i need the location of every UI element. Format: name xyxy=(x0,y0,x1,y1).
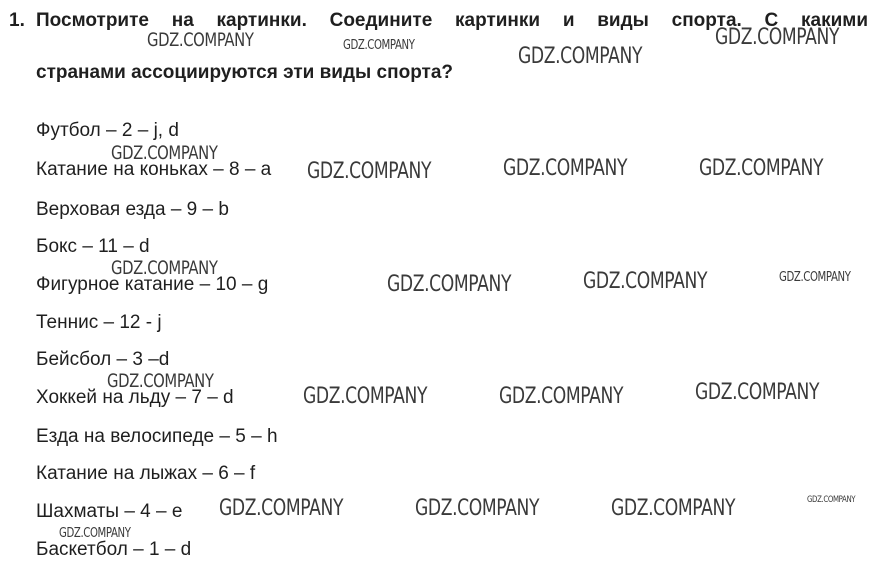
watermark: GDZ.COMPANY xyxy=(807,495,856,505)
answer-item: Фигурное катание – 10 – g xyxy=(36,274,269,295)
watermark: GDZ.COMPANY xyxy=(499,384,624,409)
answer-item: Езда на велосипеде – 5 – h xyxy=(36,426,278,447)
watermark: GDZ.COMPANY xyxy=(219,496,344,521)
answer-item: Катание на лыжах – 6 – f xyxy=(36,463,256,484)
watermark: GDZ.COMPANY xyxy=(303,384,428,409)
answer-item: Теннис – 12 - j xyxy=(36,312,162,333)
watermark: GDZ.COMPANY xyxy=(699,156,824,181)
watermark: GDZ.COMPANY xyxy=(387,272,512,297)
answer-item: Шахматы – 4 – e xyxy=(36,501,183,522)
watermark: GDZ.COMPANY xyxy=(59,526,131,541)
answer-item: Бейсбол – 3 –d xyxy=(36,349,170,370)
watermark: GDZ.COMPANY xyxy=(715,25,840,50)
answer-item: Футбол – 2 – j, d xyxy=(36,120,179,141)
watermark: GDZ.COMPANY xyxy=(583,269,708,294)
watermark: GDZ.COMPANY xyxy=(415,496,540,521)
answer-item: Верховая езда – 9 – b xyxy=(36,199,229,220)
answer-item: Бокс – 11 – d xyxy=(36,236,150,257)
watermark: GDZ.COMPANY xyxy=(111,142,218,164)
watermark: GDZ.COMPANY xyxy=(503,156,628,181)
watermark: GDZ.COMPANY xyxy=(695,380,820,405)
watermark: GDZ.COMPANY xyxy=(147,29,254,51)
watermark: GDZ.COMPANY xyxy=(518,44,643,69)
answer-item: Хоккей на льду – 7 – d xyxy=(36,387,234,408)
question-line-2: странами ассоциируются эти виды спорта? xyxy=(36,62,454,83)
answer-item: Катание на коньках – 8 – a xyxy=(36,159,272,180)
watermark: GDZ.COMPANY xyxy=(611,496,736,521)
watermark: GDZ.COMPANY xyxy=(307,159,432,184)
watermark: GDZ.COMPANY xyxy=(343,38,415,53)
task-number: 1. xyxy=(9,10,25,31)
watermark: GDZ.COMPANY xyxy=(111,257,218,279)
answer-item: Баскетбол – 1 – d xyxy=(36,539,192,560)
watermark: GDZ.COMPANY xyxy=(107,370,214,392)
question-line-1: Посмотрите на картинки. Соедините картинки и виды спорта. С какими xyxy=(36,10,868,31)
watermark: GDZ.COMPANY xyxy=(779,270,851,285)
